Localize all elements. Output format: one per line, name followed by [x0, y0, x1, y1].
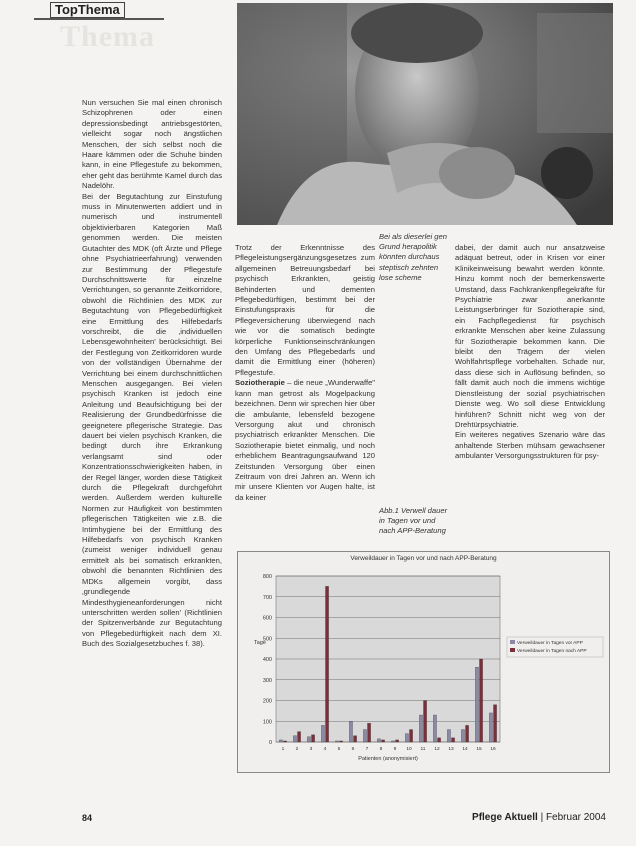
bar [307, 737, 310, 742]
y-tick-label: 300 [262, 677, 272, 684]
paragraph: Ein weiteres negatives Szenario wäre das anhaltende Sterben mühsam gewachsener ambulanter Versorgungsstrukturen für psy- [455, 430, 605, 461]
x-tick-label: 11 [420, 747, 426, 752]
legend-swatch [510, 648, 515, 652]
magazine-footer [472, 812, 606, 823]
bar [368, 723, 371, 742]
bar-chart [237, 551, 610, 773]
y-axis-label: Tage [254, 640, 266, 646]
paragraph [235, 378, 375, 503]
bar [489, 713, 492, 742]
bar [447, 730, 450, 742]
column-right [455, 243, 605, 462]
bar [405, 734, 408, 742]
bar [340, 741, 343, 742]
chart-title: Verweildauer in Tagen vor und nach APP-Beratung [350, 555, 497, 562]
x-tick-label: 10 [406, 747, 412, 752]
bar [410, 730, 413, 742]
x-tick-label: 5 [337, 747, 341, 752]
column-left [82, 98, 222, 650]
bar [363, 730, 366, 742]
bar [321, 725, 324, 742]
bar [293, 736, 296, 742]
figure-caption: Abb.1 Verwell dauer in Tagen vor und nach APP-Beratung [379, 506, 448, 536]
x-tick-label: 2 [295, 747, 299, 752]
bar [424, 701, 427, 743]
bar [475, 667, 478, 742]
x-tick-label: 15 [476, 747, 482, 752]
header-watermark: Thema [60, 20, 155, 53]
issue-date: | Februar 2004 [537, 812, 606, 823]
bar [433, 715, 436, 742]
y-tick-label: 0 [268, 740, 272, 746]
paragraph: Nun versuchen Sie mal einen chronisch Schizophrenen oder einen depressionsbedingt antriebsgestörten, vielleicht sogar noch ängstlichen Menschen, der sich selbst noch die Haare kämmen oder die Schuhe binden kann, in eine Pflegestufe zu bekommen, eher geht das berühmte Kamel durch das Nadelöhr. [82, 98, 222, 191]
y-tick-label: 400 [262, 657, 272, 663]
x-axis-label: Patienten (anonymisiert) [358, 756, 418, 762]
bar [438, 738, 441, 742]
x-tick-label: 3 [309, 747, 313, 752]
legend-entry: Verweildauer in Tagen vor APP [517, 641, 583, 646]
x-tick-label: 12 [434, 747, 440, 752]
bar [382, 740, 385, 742]
bar [391, 741, 394, 742]
photo-caption: Bei als dieserlei gen Grund herapolitik könnten durchaus steptisch zehnten lose scheme [379, 232, 447, 282]
x-tick-label: 8 [379, 747, 383, 752]
bar [466, 725, 469, 742]
y-tick-label: 500 [262, 636, 272, 643]
bar [396, 740, 399, 742]
chart-canvas [238, 552, 611, 774]
bar [419, 715, 422, 742]
bar [349, 721, 352, 742]
bar [480, 659, 483, 742]
x-tick-label: 13 [448, 747, 454, 752]
x-tick-label: 6 [351, 747, 355, 752]
bar [312, 735, 315, 742]
bar [298, 732, 301, 742]
bar [461, 730, 464, 742]
page-number: 84 [82, 813, 93, 823]
paragraph: Bei der Begutachtung zur Einstufung muss in Minutenwerten addiert und in numerisch und instrumentell objektivierbaren Kategorien Maß genommen werden. Die meisten Gutachter des MDK (oft Ärzte und Pflege ohne Psychiatrieerfahrung) verwenden zur Bestimmung der Pflegestufe Durchschnittswerte für einzelne Verrichtungen, so genannte Zeitkorridore, obwohl die Richtlinien des MDK zur Begutachtung von Pflegebedürftigkeit eine Ermittlung des Hilfebedarfs vorschreibt, die die ‚individuellen Lebensgewohnheiten' berücksichtigt. Bei der Festlegung von Zeitkorridoren wurde von der vollständigen Übernahme der Verrichtung bei einem durchschnittlichen Menschen ausgegangen. Bei vielen psychisch Kranken ist jedoch eine Anleitung und Beaufsichtigung bei der Realisierung der Grundbedürfnisse die geeignetere pflegerische Strategie. Das dauert bei vielen psychisch Kranken, die bedingt durch ihre Erkrankung verlangsamt sind oder Konzentrationsschwierigkeiten haben, in der Regel länger, worden diese Tätigkeit durch die Pflegekraft durchgeführt werden. Außerdem werden kulturelle Normen zur Häufigkeit von bestimmten pflegerischen Tätigkeiten wie z.B. die Intimhygiene bei der Ermittlung des Hilfebedarfs von psychisch Kranken (zumeist weniger individuell genau ermittelt als bei somatisch erkrankten, obwohl die benannten Richtlinien des MDKs allgemein vorgibt, dass ‚grundlegende Mindesthygieneanforderungen nicht unterschritten werden sollen' (Richtlinien der Spitzenverbände zur Begutachtung von Pflegebedürftigkeit nach dem XI. Buch des Sozialgesetzbuches f. 38). [82, 191, 222, 649]
paragraph: Trotz der Erkenntnisse des Pflegeleistungsergänzungsgesetzes zum allgemeinen Betreuungsbedarf bei psychisch Erkrankten, geistig Behinderten und dementen Pflegebedürftigen, bestimmt bei der Einstufungspraxis für die Pflegeversicherung überwiegend nach wie vor die somatisch bedingte körperliche Funktionseinschränkungen den Umfang des Pflegebedarfs und damit die Ermittlung einer (höheren) Pflegestufe. [235, 243, 375, 377]
section-label: TopThema [50, 2, 125, 18]
bar [452, 738, 455, 742]
bar [335, 741, 338, 742]
paragraph: dabei, der damit auch nur ansatzweise adäquat betreut, oder in Krisen vor einer Klinikeinweisung bewahrt werden könnte. Hinzu kommt noch der bemerkenswerte Umstand, dass Fachkrankenpflegekräfte für Psychiatrie zwar anerkannte Leistungserbringer für Soziotherapie sind, ein Fachpflegedienst für psychisch erkrankte Menschen aber keine Zulassung für Soziotherapie bekommen kann. Die bleibt den Trägern der vielen Wohlfahrtspflege vorbehalten. Schade nur, dass diese sich in Auflösung befinden, so fällt damit auch noch die immens wichtige Dienstleistung der sozial psychiatrischen Dienste weg. Wo soll diese Entwicklung hinführen? Schnitt nicht weg von der Drehtürpsychiatrie. [455, 243, 605, 429]
y-tick-label: 100 [262, 719, 272, 726]
article-photo [237, 3, 613, 225]
bar [326, 586, 329, 742]
photo-illustration [237, 3, 613, 225]
y-tick-label: 200 [262, 698, 272, 705]
magazine-name: Pflege Aktuell [472, 812, 538, 823]
x-tick-label: 16 [490, 747, 496, 752]
bar [494, 705, 497, 742]
y-tick-label: 600 [262, 615, 272, 622]
bar [377, 739, 380, 742]
paragraph-body: – die neue „Wunderwaffe" kann man getrost als Mogelpackung bezeichnen. Denn wir sprechen hier über die ambulante, lebensfeld bezogene Versorgung akut und chronisch psychiatrisch erkrankter Menschen. Die Soziotherapie bietet einmalig, und noch erheblichem Beantragungsaufwand 120 Zeitstunden Versorgung über einen Zeitraum von drei Jahren an. Wenn ich mir unsere Klienten vor Augen halte, ist da keiner [235, 378, 375, 502]
x-tick-label: 14 [462, 747, 468, 752]
column-middle [235, 243, 375, 503]
bar [284, 741, 287, 742]
y-tick-label: 700 [262, 594, 272, 601]
legend-box [507, 637, 603, 657]
run-in-heading: Soziotherapie [235, 378, 285, 388]
legend-entry: Verweildauer in Tagen nach APP [517, 649, 587, 654]
x-tick-label: 1 [281, 747, 285, 752]
bar [354, 736, 357, 742]
bar [279, 740, 282, 742]
x-tick-label: 4 [323, 747, 327, 752]
x-tick-label: 7 [365, 747, 369, 752]
y-tick-label: 800 [262, 574, 272, 580]
x-tick-label: 9 [393, 747, 397, 752]
legend-swatch [510, 640, 515, 644]
